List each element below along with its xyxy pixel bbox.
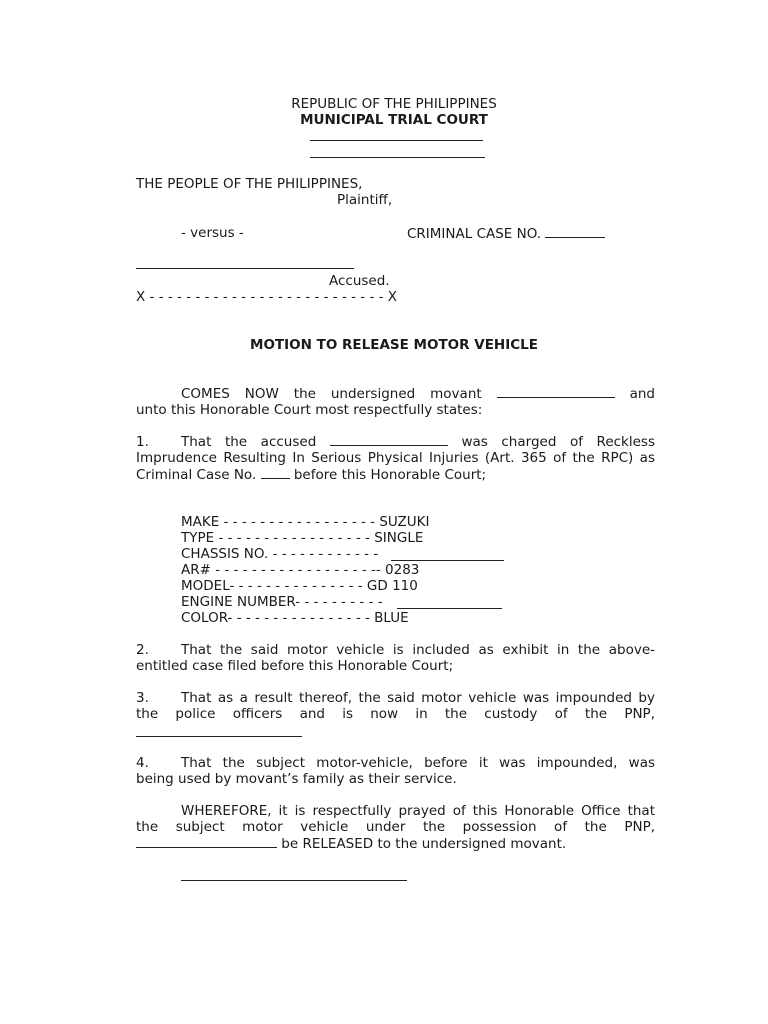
prayer-paragraph (136, 803, 655, 853)
intro-line-1: COMES NOW the undersigned movant and (181, 386, 655, 402)
prayer-line-3: be RELEASED to the undersigned movant. (136, 835, 655, 852)
movant-name-blank (497, 385, 615, 398)
intro-line-2: unto this Honorable Court most respectfully states: (136, 402, 483, 419)
p2-line-1: 2. That the said motor vehicle is included as exhibit in the above- (136, 642, 655, 658)
plaintiff-name: THE PEOPLE OF THE PHILIPPINES, (136, 176, 363, 192)
court-heading: MUNICIPAL TRIAL COURT (300, 112, 488, 128)
prayer-line-1: WHEREFORE, it is respectfully prayed of this Honorable Office that (181, 803, 655, 819)
caption-separator: X - - - - - - - - - - - - - - - - - - - - - - - - - - X (136, 289, 398, 305)
document-title: MOTION TO RELEASE MOTOR VEHICLE (250, 337, 538, 353)
case-number-label: CRIMINAL CASE NO. (407, 226, 542, 242)
spec-make: MAKE - - - - - - - - - - - - - - - - - SUZUKI (181, 514, 430, 530)
spec-chassis: CHASSIS NO. - - - - - - - - - - - - (181, 546, 379, 562)
versus-label: - versus - (181, 225, 244, 241)
case-number-blank (545, 225, 605, 238)
pnp-possession-blank (136, 835, 277, 848)
accused-name-blank-2 (330, 433, 448, 446)
chassis-no-blank (391, 560, 504, 561)
p1-line-3: Criminal Case No. before this Honorable Court; (136, 467, 487, 484)
spec-engine: ENGINE NUMBER- - - - - - - - - - (181, 594, 383, 610)
prayer-line-2: the subject motor vehicle under the possession of the PNP, (136, 819, 655, 836)
p3-line-1: 3. That as a result thereof, the said motor vehicle was impounded by (136, 690, 655, 706)
plaintiff-role: Plaintiff, (337, 192, 393, 208)
signature-line (181, 880, 407, 881)
intro-paragraph (136, 385, 655, 418)
case-no-blank-2 (261, 466, 290, 479)
paragraph-1 (136, 433, 655, 484)
p4-line-2: being used by movant’s family as their service. (136, 771, 457, 788)
spec-color: COLOR- - - - - - - - - - - - - - - - BLUE (181, 610, 409, 626)
p4-line-1: 4. That the subject motor-vehicle, before it was impounded, was (136, 755, 655, 771)
p1-line-2: Imprudence Resulting In Serious Physical Injuries (Art. 365 of the RPC) as (136, 450, 655, 467)
spec-type: TYPE - - - - - - - - - - - - - - - - - SINGLE (181, 530, 424, 546)
accused-role: Accused. (329, 273, 390, 289)
paragraph-3 (136, 690, 655, 722)
engine-number-blank (397, 608, 502, 609)
p2-line-2: entitled case filed before this Honorable Court; (136, 658, 454, 675)
spec-model: MODEL- - - - - - - - - - - - - - - GD 110 (181, 578, 418, 594)
paragraph-2 (136, 642, 655, 674)
accused-name-blank (136, 268, 354, 269)
spec-ar: AR# - - - - - - - - - - - - - - - - - -- 0283 (181, 562, 420, 578)
court-branch-blank (310, 140, 483, 141)
pnp-station-blank (136, 736, 302, 737)
republic-heading: REPUBLIC OF THE PHILIPPINES (291, 96, 497, 112)
court-location-blank (310, 157, 485, 158)
case-number-line (407, 225, 605, 242)
p1-line-1: 1. That the accused was charged of Reckless (136, 434, 656, 450)
paragraph-4 (136, 755, 655, 787)
p3-line-2: the police officers and is now in the custody of the PNP, (136, 706, 655, 723)
